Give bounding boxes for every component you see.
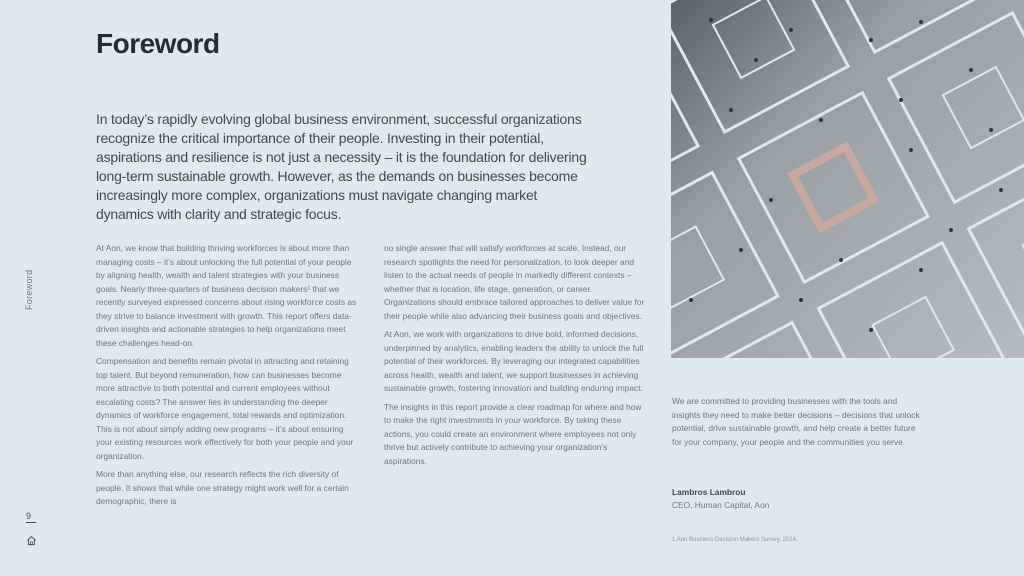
paragraph: At Aon, we work with organizations to drive bold, informed decisions, underpinned by analytics, enabling leaders the ability to unlock the full potential of their workforces. By leveraging our integrated capabilities across health, wealth and talent, we support businesses in achieving sustainable growth, fostering innovation and building enduring impact. <box>384 329 644 393</box>
section-label: Foreword <box>24 269 34 310</box>
paragraph: Compensation and benefits remain pivotal in attracting and retaining top talent. But beyond remuneration, how can businesses become more attractive to both potential and current employees without escalating costs? The answer lies in understanding the deeper dynamics of workforce engagement, total rewards and optimization. This is not about simply adding new programs – it’s about ensuring your existing resources work effectively for both your people and your organization. <box>96 356 354 461</box>
plaza-aerial-photo <box>671 0 1024 358</box>
body-column-2 <box>384 242 646 473</box>
home-icon[interactable] <box>26 535 37 546</box>
paragraph: At Aon, we know that building thriving workforces is about more than managing costs – it’s about unlocking the full potential of your people by aligning health, wealth and talent strategies with your business goals. Nearly three-quarters of business decision makers¹ that we recently surveyed expressed concerns about rising workforce costs as they strive to balance investment with growth. This report offers data-driven insights and actionable strategies to help organizations meet these challenges head-on. <box>96 243 357 348</box>
body-column-1 <box>96 242 358 514</box>
signer-title: CEO, Human Capital, Aon <box>672 500 770 510</box>
paragraph: More than anything else, our research reflects the rich diversity of people. It shows that while one strategy might work well for a certain demographic, there is <box>96 469 349 506</box>
paragraph: no single answer that will satisfy workforces at scale. Instead, our research spotlights the need for personalization, to look deeper and listen to the actual needs of people in markedly different contexts – whether that is location, life stage, generation, or career. Organizations should embrace tailored approaches to deliver value for their people while also advancing their business goals and objectives. <box>384 243 645 321</box>
lead-paragraph: In today’s rapidly evolving global business environment, successful organizations recognize the critical importance of their people. Investing in their potential, aspirations and resilience is not just a necessity – it is the foundation for delivering long-term sustainable growth. However, as the demands on businesses become increasingly more complex, organizations must navigate changing market dynamics with clarity and strategic focus. <box>96 111 587 222</box>
left-rail <box>0 0 64 576</box>
signer-name: Lambros Lambrou <box>672 487 746 497</box>
page-number: 9 <box>26 511 32 521</box>
footnote: 1 Aon Business Decision Makers Survey, 2024. <box>672 537 798 543</box>
paragraph: The insights in this report provide a clear roadmap for where and how to make the right investments in your workforce. By taking these actions, you could create an environment where employees not only thrive but actively contribute to achieving your organization’s aspirations. <box>384 401 642 466</box>
page-title: Foreword <box>96 28 220 59</box>
closing-paragraph: We are committed to providing businesses with the tools and insights they need to make better decisions – decisions that unlock potential, drive sustainable growth, and help create a better future for your company, your people and the communities you serve. <box>672 396 920 447</box>
page-number-underline <box>26 522 36 523</box>
